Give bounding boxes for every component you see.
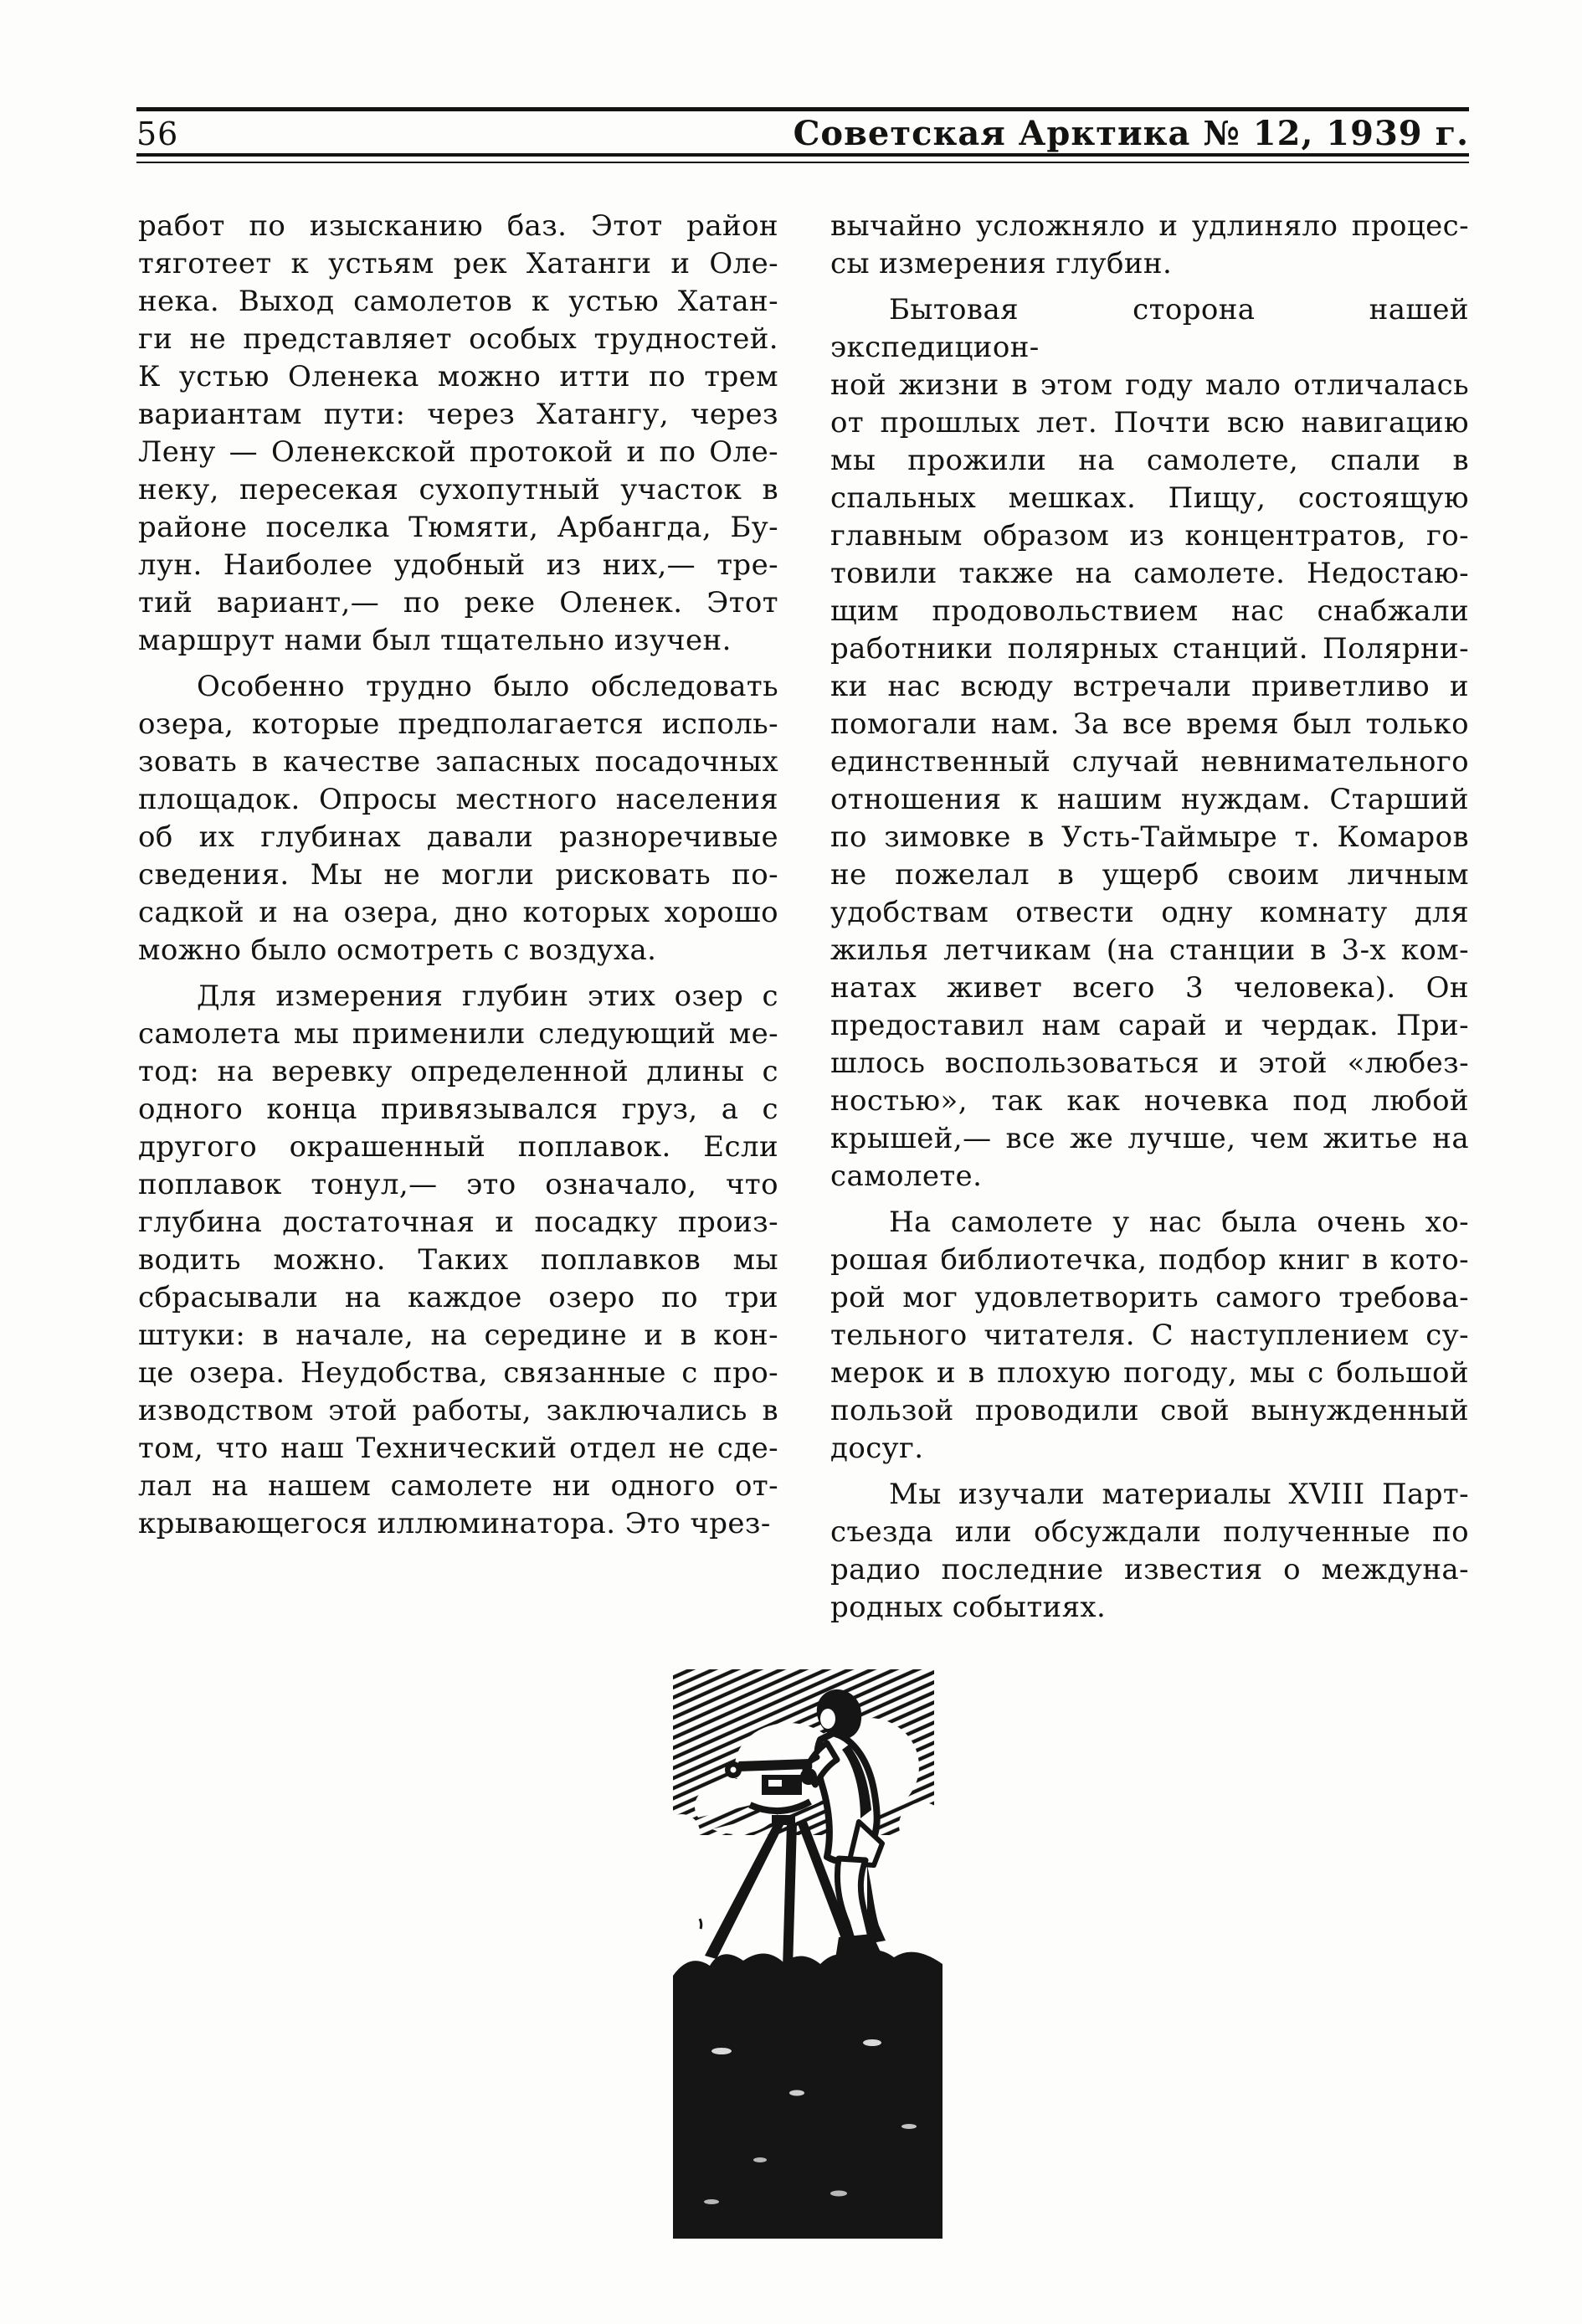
text-line: зовать в качестве запасных посадочных	[138, 745, 778, 779]
running-header	[136, 114, 1469, 153]
text-line: поплавок тонул,— это означало, что	[138, 1168, 778, 1201]
text-line: нека. Выход самолетов к устью Хатан-	[138, 285, 778, 318]
paragraph	[830, 208, 1469, 283]
text-line: вычайно усложняло и удлиняло процес-	[830, 209, 1469, 243]
text-line: от прошлых лет. Почти всю навигацию	[830, 406, 1469, 440]
paragraph	[138, 978, 778, 1543]
header-double-rule-thick	[136, 153, 1469, 157]
header-double-rule-thin	[136, 162, 1469, 163]
text-line: маршрут нами был тщательно изучен.	[138, 624, 732, 657]
text-line: ной жизни в этом году мало отличалась	[830, 368, 1469, 402]
text-line: изводством этой работы, заключались в	[138, 1394, 778, 1427]
text-line: ги не представляет особых трудностей.	[138, 322, 778, 356]
illustration-surveyor-woodcut	[661, 1658, 954, 2244]
text-line: сведения. Мы не могли рисковать по-	[138, 858, 778, 892]
text-line: це озера. Неудобства, связанные с про-	[138, 1356, 778, 1390]
text-line: самолета мы применили следующий ме-	[138, 1017, 778, 1051]
text-line: тод: на веревку определенной длины с	[138, 1055, 778, 1088]
text-line: главным образом из концентратов, го-	[830, 519, 1469, 553]
text-line: другого окрашенный поплавок. Если	[138, 1130, 778, 1164]
text-line: удобствам отвести одну комнату для	[830, 896, 1469, 929]
text-line: съезда или обсуждали полученные по	[830, 1515, 1469, 1549]
text-line: тельного читателя. С наступлением су-	[830, 1319, 1469, 1352]
text-line: сы измерения глубин.	[830, 247, 1173, 280]
text-line: родных событиях.	[830, 1591, 1107, 1624]
text-line: том, что наш Технический отдел не сде-	[138, 1432, 778, 1465]
ground	[673, 1950, 943, 2239]
text-line: лал на нашем самолете ни одного от-	[138, 1469, 778, 1503]
text-line: радио последние известия о междуна-	[830, 1553, 1469, 1586]
text-line: крышей,— все же лучше, чем житье на	[830, 1122, 1469, 1155]
paragraph	[830, 291, 1469, 1195]
text-line: единственный случай невнимательного	[830, 745, 1469, 779]
text-line: районе поселка Тюмяти, Арбангда, Бу-	[138, 511, 778, 544]
text-line: Бытовая сторона нашей экспедицион-	[830, 293, 1469, 364]
paragraph	[830, 1476, 1469, 1627]
text-column-left	[138, 208, 778, 1543]
text-line: неку, пересекая сухопутный участок в	[138, 473, 778, 506]
text-line: предоставил нам сарай и чердак. При-	[830, 1009, 1469, 1042]
text-line: жилья летчикам (на станции в 3-х ком-	[830, 933, 1469, 967]
paragraph	[138, 668, 778, 969]
text-line: спальных мешках. Пищу, состоящую	[830, 481, 1469, 515]
text-line: об их глубинах давали разноречивые	[138, 820, 778, 854]
text-line: работ по изысканию баз. Этот район	[138, 209, 778, 243]
text-line: лун. Наиболее удобный из них,— тре-	[138, 548, 778, 582]
text-line: помогали нам. За все время был только	[830, 707, 1469, 741]
paragraph	[830, 1204, 1469, 1468]
text-line: садкой и на озера, дно которых хорошо	[138, 896, 778, 929]
text-line: К устью Оленека можно итти по трем	[138, 360, 778, 393]
text-line: тий вариант,— по реке Оленек. Этот	[138, 586, 778, 620]
text-line: глубина достаточная и посадку произ-	[138, 1206, 778, 1239]
text-line: Для измерения глубин этих озер с	[197, 979, 778, 1013]
text-line: ностью», так как ночевка под любой	[830, 1084, 1469, 1118]
text-line: натах живет всего 3 человека). Он	[830, 971, 1469, 1005]
text-line: На самолете у нас была очень хо-	[889, 1206, 1469, 1239]
text-line: товили также на самолете. Недостаю-	[830, 557, 1469, 590]
text-line: рой мог удовлетворить самого требова-	[830, 1281, 1469, 1314]
text-line: можно было осмотреть с воздуха.	[138, 933, 657, 967]
text-line: рошая библиотечка, подбор книг в кото-	[830, 1243, 1469, 1277]
text-line: самолете.	[830, 1159, 983, 1193]
text-line: мы прожили на самолете, спали в	[830, 444, 1469, 477]
page-number: 56	[136, 116, 179, 152]
text-line: крывающегося иллюминатора. Это чрез-	[138, 1507, 771, 1540]
text-line: площадок. Опросы местного населения	[138, 783, 778, 816]
header-top-rule	[136, 107, 1469, 111]
text-line: штуки: в начале, на середине и в кон-	[138, 1319, 778, 1352]
text-line: по зимовке в Усть-Таймыре т. Комаров	[830, 820, 1469, 854]
paragraph	[138, 208, 778, 660]
text-line: шлось воспользоваться и этой «любез-	[830, 1046, 1469, 1080]
text-column-right	[830, 208, 1469, 1627]
text-line: одного конца привязывался груз, а с	[138, 1093, 778, 1126]
text-line: работники полярных станций. Полярни-	[830, 632, 1469, 666]
text-line: сбрасывали на каждое озеро по три	[138, 1281, 778, 1314]
text-line: щим продовольствием нас снабжали	[830, 594, 1469, 628]
text-line: Лену — Оленекской протокой и по Оле-	[138, 435, 778, 469]
text-line: Мы изучали материалы XVIII Парт-	[889, 1478, 1469, 1511]
text-line: пользой проводили свой вынужденный	[830, 1394, 1469, 1427]
text-line: вариантам пути: через Хатангу, через	[138, 398, 778, 431]
text-line: мерок и в плохую погоду, мы с большой	[830, 1356, 1469, 1390]
text-line: озера, которые предполагается исполь-	[138, 707, 778, 741]
text-line: водить можно. Таких поплавков мы	[138, 1243, 778, 1277]
text-line: не пожелал в ущерб своим личным	[830, 858, 1469, 892]
journal-title: Советская Арктика № 12, 1939 г.	[793, 114, 1469, 153]
text-line: отношения к нашим нуждам. Старший	[830, 783, 1469, 816]
text-line: тяготеет к устьям рек Хатанги и Оле-	[138, 247, 778, 280]
text-line: Особенно трудно было обследовать	[197, 670, 778, 703]
text-line: досуг.	[830, 1432, 924, 1465]
text-line: ки нас всюду встречали приветливо и	[830, 670, 1469, 703]
